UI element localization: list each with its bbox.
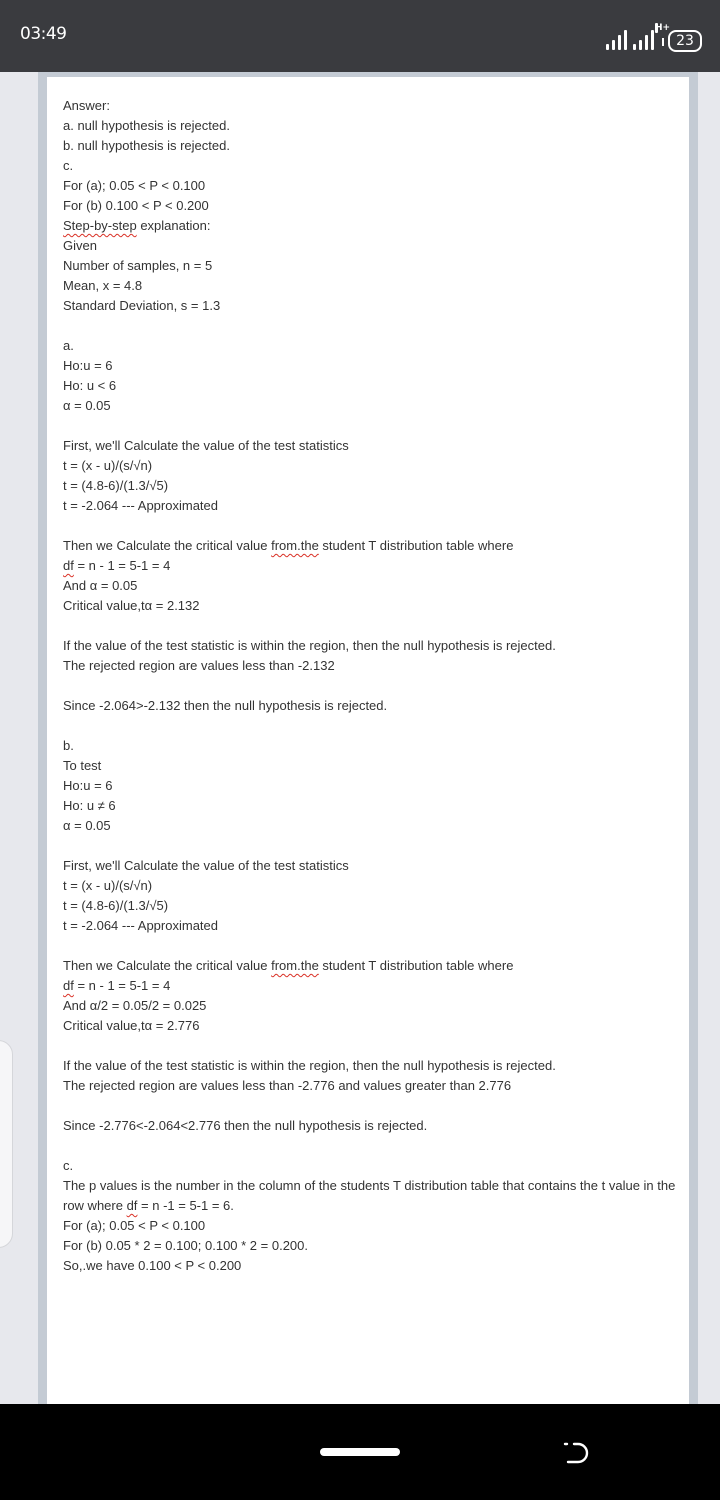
answer-line [63, 436, 683, 456]
answer-line [63, 736, 683, 756]
line-text: For (a); 0.05 < P < 0.100 [63, 178, 206, 193]
answer-line [63, 296, 683, 316]
line-text: Answer: [63, 98, 110, 113]
answer-line [63, 876, 683, 896]
answer-line [63, 916, 683, 936]
line-text: = n - 1 = 5-1 = 4 [73, 978, 171, 993]
spellcheck-word: df [63, 978, 74, 993]
network-type-label: H+ [655, 23, 671, 33]
line-text: For (b) 0.05 * 2 = 0.100; 0.100 * 2 = 0.200. [63, 1238, 309, 1253]
answer-line [63, 996, 683, 1016]
blank-line [63, 1036, 683, 1056]
line-text: Mean, x = 4.8 [63, 278, 143, 293]
answer-line [63, 956, 683, 976]
answer-line [63, 1116, 683, 1136]
answer-line [63, 756, 683, 776]
answer-line [63, 636, 683, 656]
battery-icon [668, 30, 702, 52]
line-text: Number of samples, n = 5 [63, 258, 213, 273]
answer-line [63, 1056, 683, 1076]
line-text: To test [63, 758, 102, 773]
line-text: t = (x - u)/(s/√n) [63, 878, 153, 893]
answer-line [63, 116, 683, 136]
blank-line [63, 1136, 683, 1156]
spellcheck-word: df [126, 1198, 138, 1213]
answer-line [63, 576, 683, 596]
blank-line [63, 516, 683, 536]
blank-line [63, 836, 683, 856]
blank-line [63, 416, 683, 436]
answer-line [63, 1216, 683, 1236]
line-text: And α/2 = 0.05/2 = 0.025 [63, 998, 207, 1013]
answer-line [63, 456, 683, 476]
answer-card [47, 77, 689, 1404]
line-text: Critical value,tα = 2.132 [63, 598, 200, 613]
answer-line [63, 276, 683, 296]
line-text: Critical value,tα = 2.776 [63, 1018, 200, 1033]
spellcheck-word: df [63, 558, 74, 573]
answer-line [63, 536, 683, 556]
blank-line [63, 1096, 683, 1116]
line-text: If the value of the test statistic is within the region, then the null hypothesis is rejected. [63, 1058, 556, 1073]
line-text: Ho: u ≠ 6 [63, 798, 116, 813]
line-text: First, we'll Calculate the value of the test statistics [63, 858, 349, 873]
status-time: 03:49 [20, 24, 67, 44]
signal-icon [633, 23, 671, 50]
blank-line [63, 716, 683, 736]
line-text: t = (4.8-6)/(1.3/√5) [63, 898, 169, 913]
blank-line [63, 616, 683, 636]
status-bar [0, 0, 720, 72]
line-text: The p values is the number in the column of the students T distribution table that contains the t value in the row where [63, 1178, 676, 1213]
signal-icon [606, 26, 627, 50]
answer-line [63, 136, 683, 156]
line-text: b. [63, 738, 74, 753]
answer-line [63, 1016, 683, 1036]
line-text: Ho:u = 6 [63, 358, 113, 373]
answer-line [63, 496, 683, 516]
line-text: a. [63, 338, 74, 353]
answer-line [63, 476, 683, 496]
line-text: t = (x - u)/(s/√n) [63, 458, 153, 473]
answer-line [63, 356, 683, 376]
answer-text [63, 96, 683, 1276]
answer-line [63, 336, 683, 356]
answer-line [63, 156, 683, 176]
line-text: Given [63, 238, 97, 253]
answer-line [63, 396, 683, 416]
answer-line [63, 1076, 683, 1096]
line-text: = n -1 = 5-1 = 6. [137, 1198, 234, 1213]
content-frame [38, 72, 698, 1404]
line-text: So,.we have 0.100 < P < 0.200 [63, 1258, 242, 1273]
battery-level: 23 [676, 33, 694, 49]
answer-line [63, 896, 683, 916]
line-text: Since -2.064>-2.132 then the null hypothesis is rejected. [63, 698, 388, 713]
spellcheck-word: from.the [271, 958, 319, 973]
answer-line [63, 776, 683, 796]
blank-line [63, 676, 683, 696]
line-text: The rejected region are values less than -2.776 and values greater than 2.776 [63, 1078, 512, 1093]
line-text: Standard Deviation, s = 1.3 [63, 298, 221, 313]
status-icons [606, 20, 702, 50]
answer-line [63, 976, 683, 996]
line-text: For (a); 0.05 < P < 0.100 [63, 1218, 206, 1233]
line-text: Ho:u = 6 [63, 778, 113, 793]
line-text: Then we Calculate the critical value [63, 538, 272, 553]
answer-line [63, 216, 683, 236]
answer-line [63, 256, 683, 276]
answer-line [63, 376, 683, 396]
line-text: b. null hypothesis is rejected. [63, 138, 230, 153]
line-text: The rejected region are values less than -2.132 [63, 658, 335, 673]
line-text: c. [63, 158, 74, 173]
line-text: = n - 1 = 5-1 = 4 [73, 558, 171, 573]
answer-line [63, 556, 683, 576]
line-text: If the value of the test statistic is within the region, then the null hypothesis is rejected. [63, 638, 556, 653]
line-text: a. null hypothesis is rejected. [63, 118, 230, 133]
line-text: Ho: u < 6 [63, 378, 117, 393]
answer-line [63, 1256, 683, 1276]
answer-line [63, 176, 683, 196]
line-text: student T distribution table where [318, 958, 514, 973]
answer-line [63, 856, 683, 876]
line-text: explanation: [136, 218, 211, 233]
line-text: First, we'll Calculate the value of the test statistics [63, 438, 349, 453]
answer-line [63, 796, 683, 816]
line-text: α = 0.05 [63, 398, 111, 413]
home-indicator[interactable] [320, 1448, 400, 1456]
answer-line [63, 1236, 683, 1256]
answer-line [63, 696, 683, 716]
answer-line [63, 236, 683, 256]
navigation-bar [0, 1404, 720, 1500]
rotate-screen-icon[interactable] [560, 1437, 592, 1469]
line-text: And α = 0.05 [63, 578, 138, 593]
answer-line [63, 816, 683, 836]
answer-line [63, 1156, 683, 1176]
line-text: t = (4.8-6)/(1.3/√5) [63, 478, 169, 493]
spellcheck-word: from.the [271, 538, 319, 553]
line-text: For (b) 0.100 < P < 0.200 [63, 198, 209, 213]
side-panel-handle[interactable] [0, 1040, 13, 1248]
line-text: c. [63, 1158, 74, 1173]
spellcheck-word: Step-by-step [63, 218, 137, 233]
line-text: α = 0.05 [63, 818, 111, 833]
answer-line [63, 1176, 683, 1216]
line-text: student T distribution table where [318, 538, 514, 553]
line-text: Since -2.776<-2.064<2.776 then the null hypothesis is rejected. [63, 1118, 428, 1133]
answer-line [63, 196, 683, 216]
line-text: Then we Calculate the critical value [63, 958, 272, 973]
answer-line [63, 96, 683, 116]
blank-line [63, 316, 683, 336]
answer-line [63, 656, 683, 676]
line-text: t = -2.064 --- Approximated [63, 918, 218, 933]
blank-line [63, 936, 683, 956]
line-text: t = -2.064 --- Approximated [63, 498, 218, 513]
answer-line [63, 596, 683, 616]
